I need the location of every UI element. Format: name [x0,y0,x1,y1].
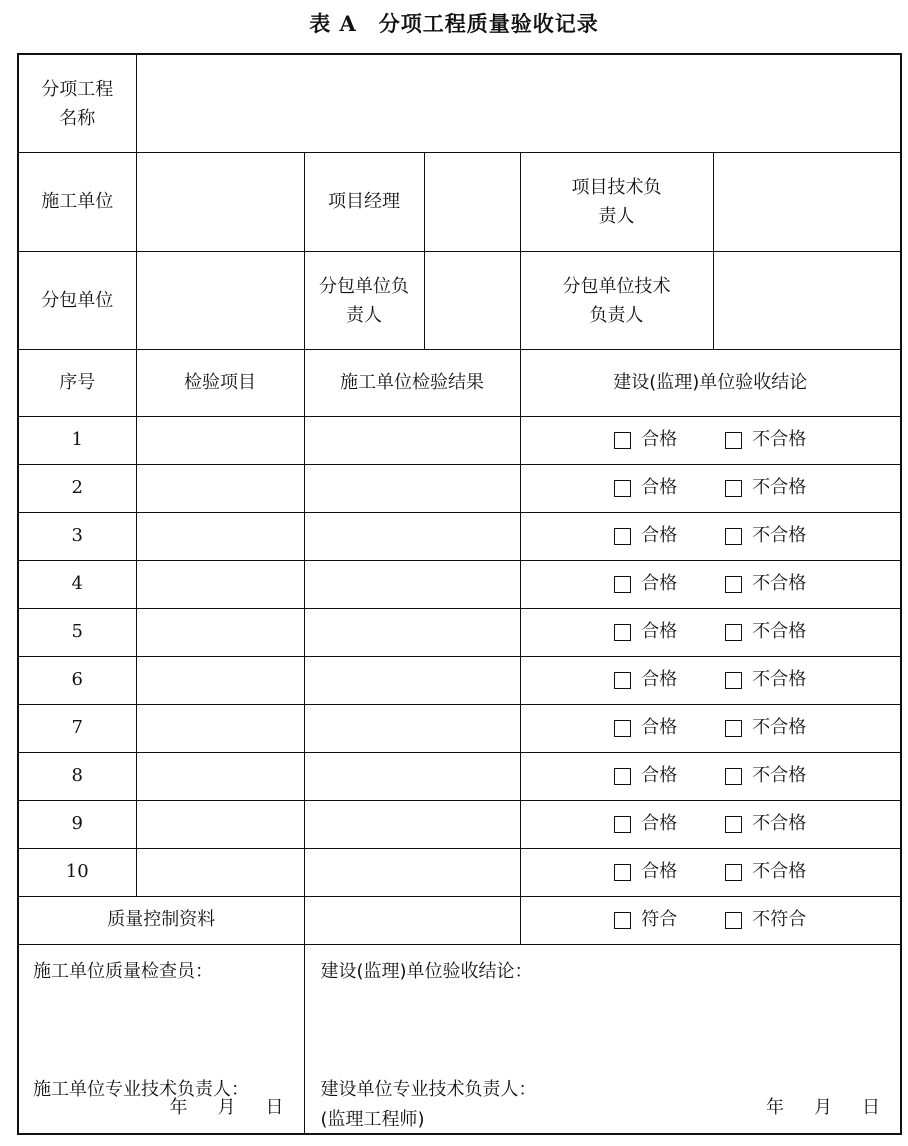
quality-control-pass-label: 符合 [641,909,678,931]
inspection-result-field[interactable] [304,656,520,704]
inspector-label: 施工单位质量检查员： [33,960,213,982]
inspection-result-field[interactable] [304,608,520,656]
inspection-result-field[interactable] [304,416,520,464]
checkbox-icon[interactable] [614,768,631,785]
subcontract-tech-lead-label: 分包单位技术负责人 [520,252,713,350]
technical-lead-label: 项目技术负责人 [520,153,713,252]
construction-signature-cell[interactable] [18,944,304,1134]
subcontract-tech-lead-field[interactable] [713,252,901,350]
conclusion-cell [520,848,901,896]
row-pass-label: 合格 [641,765,678,787]
quality-control-fail-option[interactable] [725,905,806,935]
row-options [521,713,901,743]
conclusion-cell [520,416,901,464]
row-fail-label: 不合格 [752,717,807,739]
inspection-result-field[interactable] [304,464,520,512]
checkbox-icon[interactable] [614,576,631,593]
row-number: 3 [18,512,136,560]
owner-tech-lead-label: 建设单位专业技术负责人： [320,1078,537,1100]
row-number: 2 [18,464,136,512]
inspection-item-field[interactable] [136,704,304,752]
checkbox-icon[interactable] [614,432,631,449]
signature-row [18,944,901,1134]
row-pass-label: 合格 [641,717,678,739]
conclusion-cell [520,512,901,560]
row-pass-label: 合格 [641,477,678,499]
inspection-item-field[interactable] [136,800,304,848]
row-pass-label: 合格 [641,429,678,451]
row-pass-option[interactable] [614,857,677,887]
inspection-result-field[interactable] [304,704,520,752]
column-header-no: 序号 [18,350,136,416]
checkbox-icon[interactable] [725,672,742,689]
checkbox-icon[interactable] [725,576,742,593]
row-pass-label: 合格 [641,573,678,595]
row-pass-label: 合格 [641,861,678,883]
quality-control-label: 质量控制资料 [18,896,304,944]
checkbox-icon[interactable] [725,480,742,497]
row-fail-option[interactable] [725,857,806,887]
inspection-item-field[interactable] [136,608,304,656]
table-row [18,800,901,848]
table-row [18,416,901,464]
inspection-item-field[interactable] [136,464,304,512]
project-manager-field[interactable] [424,153,520,252]
row-options [521,665,901,695]
row-fail-option[interactable] [725,761,806,791]
checkbox-icon[interactable] [614,912,631,929]
checkbox-icon[interactable] [725,912,742,929]
construction-tech-lead-label: 施工单位专业技术负责人： [33,1078,249,1100]
month-label: 月 [217,1097,236,1118]
row-number: 10 [18,848,136,896]
project-name-field[interactable] [136,54,901,153]
subcontract-unit-label: 分包单位 [18,252,136,350]
row-fail-option[interactable] [725,521,806,551]
column-header-result: 施工单位检验结果 [304,350,520,416]
row-options [521,809,901,839]
checkbox-icon[interactable] [725,816,742,833]
row-number: 4 [18,560,136,608]
table-row [18,752,901,800]
row-number: 6 [18,656,136,704]
conclusion-cell [520,752,901,800]
row-pass-option[interactable] [614,617,677,647]
checkbox-icon[interactable] [614,816,631,833]
table-row [18,560,901,608]
inspection-result-field[interactable] [304,512,520,560]
row-fail-label: 不合格 [752,525,807,547]
checkbox-icon[interactable] [725,432,742,449]
year-label: 年 [766,1097,785,1118]
conclusion-cell [520,800,901,848]
checkbox-icon[interactable] [614,480,631,497]
table-row [18,656,901,704]
subcontract-unit-field[interactable] [136,252,304,350]
inspection-item-field[interactable] [136,560,304,608]
row-fail-option[interactable] [725,665,806,695]
row-number: 1 [18,416,136,464]
quality-control-result-field[interactable] [304,896,520,944]
conclusion-cell [520,464,901,512]
row-fail-label: 不合格 [752,765,807,787]
row-fail-label: 不合格 [752,573,807,595]
inspection-result-field[interactable] [304,800,520,848]
project-manager-label: 项目经理 [304,153,424,252]
checkbox-icon[interactable] [725,624,742,641]
inspection-item-field[interactable] [136,416,304,464]
inspection-item-field[interactable] [136,752,304,800]
inspection-result-field[interactable] [304,752,520,800]
row-fail-label: 不合格 [752,429,807,451]
table-row [18,848,901,896]
construction-unit-label: 施工单位 [18,153,136,252]
row-options [521,425,901,455]
day-label: 日 [265,1097,284,1118]
row-fail-label: 不合格 [752,861,807,883]
row-fail-option[interactable] [725,473,806,503]
row-pass-option[interactable] [614,809,677,839]
quality-control-fail-label: 不符合 [752,909,807,931]
row-pass-label: 合格 [641,813,678,835]
checkbox-icon[interactable] [725,720,742,737]
checkbox-icon[interactable] [614,624,631,641]
quality-control-pass-option[interactable] [614,905,677,935]
quality-control-conclusion-cell [520,896,901,944]
table-title: 分项工程质量验收记录 [378,12,599,36]
construction-date [170,1093,284,1123]
checkbox-icon[interactable] [614,528,631,545]
table-row [18,464,901,512]
row-fail-option[interactable] [725,569,806,599]
table-row [18,608,901,656]
row-fail-option[interactable] [725,425,806,455]
conclusion-cell [520,608,901,656]
row-options [521,521,901,551]
inspection-result-field[interactable] [304,560,520,608]
row-fail-option[interactable] [725,809,806,839]
row-number: 9 [18,800,136,848]
conclusion-cell [520,704,901,752]
quality-control-options [521,905,901,935]
row-number: 5 [18,608,136,656]
row-pass-option[interactable] [614,569,677,599]
column-header-item: 检验项目 [136,350,304,416]
technical-lead-field[interactable] [713,153,901,252]
row-pass-option[interactable] [614,713,677,743]
checkbox-icon[interactable] [614,720,631,737]
row-fail-label: 不合格 [752,477,807,499]
row-pass-label: 合格 [641,669,678,691]
column-header-conclusion: 建设(监理)单位验收结论 [520,350,901,416]
supervisor-conclusion-label: 建设(监理)单位验收结论： [320,960,533,982]
row-options [521,569,901,599]
row-fail-option[interactable] [725,617,806,647]
row-pass-label: 合格 [641,525,678,547]
row-fail-label: 不合格 [752,813,807,835]
row-pass-option[interactable] [614,761,677,791]
row-fail-label: 不合格 [752,621,807,643]
inspection-item-field[interactable] [136,848,304,896]
acceptance-record-table [17,53,902,1135]
inspection-item-field[interactable] [136,512,304,560]
row-number: 7 [18,704,136,752]
checkbox-icon[interactable] [725,768,742,785]
quality-control-row [18,896,901,944]
year-label: 年 [169,1097,188,1118]
row-pass-option[interactable] [614,521,677,551]
conclusion-cell [520,656,901,704]
row-fail-label: 不合格 [752,669,807,691]
construction-unit-field[interactable] [136,153,304,252]
row-pass-option[interactable] [614,425,677,455]
inspection-result-field[interactable] [304,848,520,896]
row-number: 8 [18,752,136,800]
checkbox-icon[interactable] [725,528,742,545]
subcontract-lead-field[interactable] [424,252,520,350]
project-name-label: 分项工程名称 [18,54,136,153]
row-options [521,761,901,791]
conclusion-cell [520,560,901,608]
checkbox-icon[interactable] [614,864,631,881]
table-code: 表 A [309,11,357,36]
checkbox-icon[interactable] [614,672,631,689]
subcontract-lead-label: 分包单位负责人 [304,252,424,350]
row-fail-option[interactable] [725,713,806,743]
row-pass-option[interactable] [614,665,677,695]
supervisor-date [766,1093,880,1123]
inspection-item-field[interactable] [136,656,304,704]
checkbox-icon[interactable] [725,864,742,881]
supervisor-signature-cell[interactable] [304,944,901,1134]
row-options [521,857,901,887]
row-pass-label: 合格 [641,621,678,643]
table-row [18,512,901,560]
row-options [521,617,901,647]
day-label: 日 [862,1097,881,1118]
table-row [18,704,901,752]
row-pass-option[interactable] [614,473,677,503]
row-options [521,473,901,503]
month-label: 月 [814,1097,833,1118]
page-title [0,8,908,38]
supervising-engineer-label: (监理工程师) [320,1108,425,1130]
